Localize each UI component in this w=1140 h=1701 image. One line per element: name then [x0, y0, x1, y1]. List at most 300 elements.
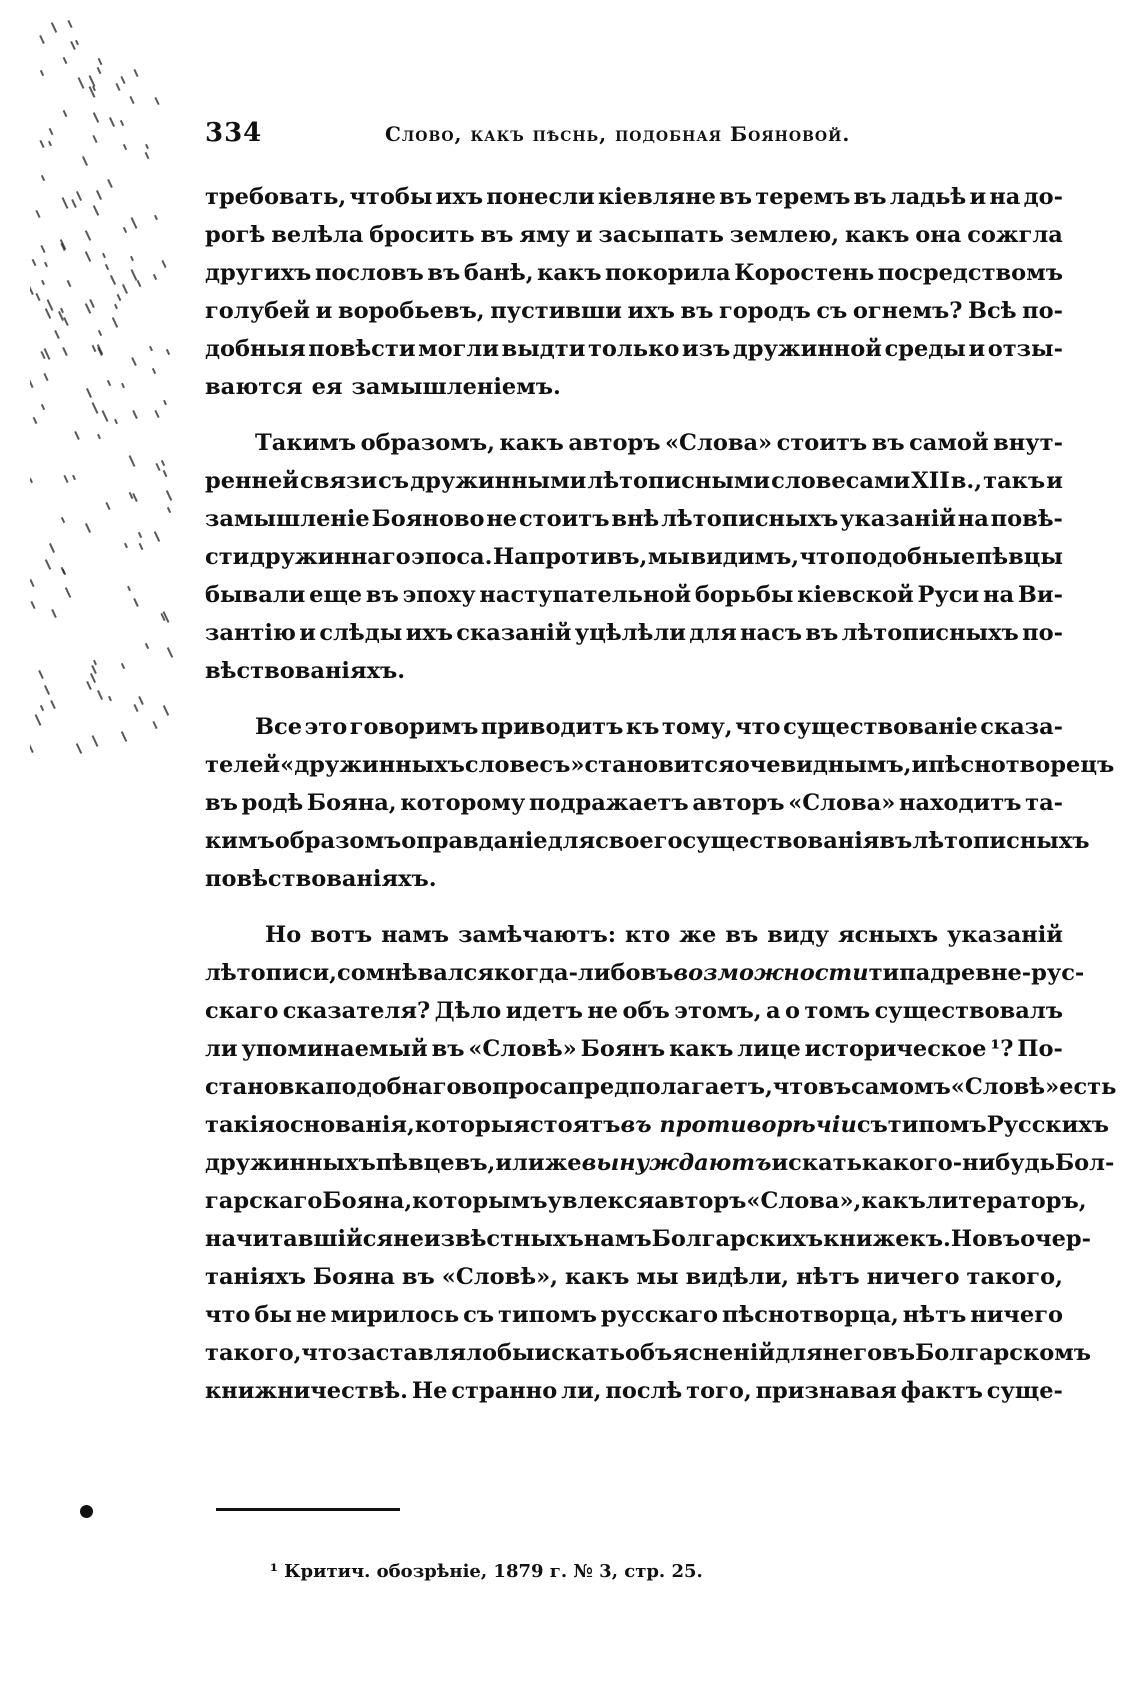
- word: сказателя?: [282, 998, 431, 1024]
- word: въ: [805, 620, 839, 646]
- word: мирилось: [330, 1302, 460, 1328]
- scan-speck: [167, 507, 171, 513]
- word: упоминаемый: [241, 1036, 428, 1062]
- scan-speck: [123, 144, 127, 150]
- word: наступательной: [479, 582, 692, 608]
- scan-speck: [138, 532, 142, 538]
- word: же: [544, 1150, 582, 1176]
- word: основанія,: [274, 1112, 415, 1138]
- word: самой: [909, 430, 989, 456]
- word: воробьевъ,: [337, 298, 485, 324]
- running-title: Слово, какъ пѣснь, подобная Бояновой.: [385, 122, 851, 146]
- scan-speck: [89, 299, 95, 308]
- word: которыя: [414, 1112, 530, 1138]
- word: городъ: [718, 298, 811, 324]
- word: въ: [725, 922, 759, 948]
- word: ихъ: [627, 298, 675, 324]
- word: требовать,: [205, 184, 347, 210]
- word: лѣтописныхъ: [661, 506, 839, 532]
- word: яму: [519, 222, 570, 248]
- scan-speck: [92, 135, 97, 143]
- scan-speck: [76, 191, 82, 201]
- word: среды: [884, 336, 966, 362]
- word: заставляло: [346, 1340, 497, 1366]
- word: и: [968, 336, 986, 362]
- scan-speck: [74, 431, 80, 440]
- word: на: [989, 184, 1021, 210]
- text-line: [205, 784, 1063, 822]
- word: ли: [205, 1036, 238, 1062]
- word: для: [689, 620, 737, 646]
- scan-speck: [33, 417, 38, 424]
- word: другихъ: [205, 260, 312, 286]
- word: намъ: [381, 922, 450, 948]
- word: лѣтописныхъ: [841, 620, 1019, 646]
- word: внѣ: [611, 506, 660, 532]
- word: какого-нибудь: [861, 1150, 1055, 1176]
- text-line: [205, 954, 1085, 992]
- word: «Словѣ»: [468, 1036, 577, 1062]
- scan-speck: [149, 346, 153, 351]
- scan-speck: [120, 120, 124, 126]
- paragraph: [205, 916, 1117, 1410]
- word: По-: [1017, 1036, 1063, 1062]
- scan-speck: [152, 368, 156, 374]
- word: кіевляне: [597, 184, 716, 210]
- scan-speck: [39, 35, 45, 44]
- word: кіевской: [797, 582, 914, 608]
- scan-speck: [93, 112, 99, 123]
- word: объясненій: [624, 1340, 776, 1366]
- scan-speck: [166, 349, 170, 355]
- scan-speck: [107, 179, 113, 188]
- word: въ: [879, 828, 913, 854]
- scan-speck: [47, 299, 54, 311]
- word: словесъ»: [464, 752, 585, 778]
- word: признавая: [755, 1378, 897, 1404]
- scan-speck: [40, 705, 44, 711]
- scan-speck: [132, 410, 138, 419]
- word: тому,: [661, 714, 733, 740]
- word: бы: [254, 1302, 292, 1328]
- word: начитавшійся: [205, 1226, 394, 1252]
- word: повѣсти: [308, 336, 416, 362]
- scan-speck: [154, 531, 160, 542]
- word: сомнѣвался: [337, 960, 494, 986]
- scan-speck: [32, 259, 37, 266]
- word: не: [486, 506, 518, 532]
- text-line: [205, 538, 1063, 576]
- word: по-: [1022, 298, 1063, 324]
- text-line: [205, 1296, 1063, 1334]
- scan-speck: [133, 704, 138, 712]
- scan-speck: [49, 128, 54, 135]
- word: въ: [818, 1074, 852, 1100]
- paragraph-gap: [205, 898, 1063, 916]
- word: замышленіемъ.: [351, 374, 561, 400]
- word: авторъ: [692, 790, 785, 816]
- word: ¹?: [990, 1036, 1014, 1062]
- page-number: 334: [205, 118, 263, 148]
- word: что: [205, 1302, 251, 1328]
- word: увлекся: [547, 1188, 655, 1214]
- word: которымъ: [412, 1188, 548, 1214]
- scan-speck: [120, 76, 125, 84]
- text-line: [205, 462, 1063, 500]
- scan-speck: [108, 696, 112, 701]
- scan-speck: [121, 663, 125, 669]
- word: какъ: [861, 1188, 926, 1214]
- word: типомъ: [887, 1112, 987, 1138]
- word: вопроса: [461, 1074, 568, 1100]
- word: слѣды: [319, 620, 403, 646]
- word: ваются: [205, 374, 303, 400]
- word: него: [822, 1340, 883, 1366]
- word: пословъ: [314, 260, 424, 286]
- word: самомъ: [851, 1074, 951, 1100]
- scan-speck: [98, 58, 103, 65]
- scan-speck: [92, 402, 99, 414]
- scan-speck: [82, 156, 88, 166]
- text-line: [205, 1182, 1087, 1220]
- scan-speck: [153, 274, 157, 280]
- word: лѣтописи,: [205, 960, 338, 986]
- word: въ: [871, 430, 905, 456]
- text-line: [205, 614, 1063, 652]
- word: искать: [534, 1340, 625, 1366]
- word: велѣла: [271, 222, 364, 248]
- word: бывали: [205, 582, 306, 608]
- word: дружинными: [410, 468, 587, 494]
- word: Такимъ: [255, 430, 357, 456]
- word: гарскаго: [205, 1188, 323, 1214]
- word: «Словѣ»: [950, 1074, 1060, 1100]
- text-line: [205, 178, 1063, 216]
- word: своего: [595, 828, 683, 854]
- text-line: [205, 500, 1063, 538]
- scan-speck: [154, 215, 158, 220]
- word: таніяхъ: [205, 1264, 306, 1290]
- scan-speck: [41, 175, 45, 181]
- word: могли: [418, 336, 499, 362]
- word: пѣснотворца,: [722, 1302, 899, 1328]
- scan-speck: [85, 251, 91, 262]
- word: дружиннаго: [249, 544, 411, 570]
- scan-speck: [72, 475, 76, 480]
- scan-speck: [137, 280, 142, 287]
- word: становка: [205, 1074, 326, 1100]
- word: же: [679, 922, 717, 948]
- scan-speck: [167, 647, 173, 658]
- word: книжничествѣ.: [205, 1378, 408, 1404]
- word: внут-: [993, 430, 1063, 456]
- word: ладьѣ: [889, 184, 967, 210]
- word: дружинныхъ: [205, 1150, 376, 1176]
- footnote: ¹ Критич. обозрѣніе, 1879 г. № 3, стр. 25.: [270, 1561, 703, 1582]
- scan-speck: [161, 260, 166, 268]
- word: литераторъ,: [925, 1188, 1087, 1214]
- word: существовалъ: [874, 998, 1063, 1024]
- scan-speck: [50, 700, 56, 709]
- word: голубей: [205, 298, 311, 324]
- text-line: [205, 1144, 1115, 1182]
- word: существованія: [682, 828, 880, 854]
- word: съ: [816, 298, 848, 324]
- scan-speck: [54, 330, 60, 339]
- word: виду: [767, 922, 830, 948]
- scan-speck: [61, 517, 65, 523]
- scan-speck: [112, 317, 118, 328]
- word: Все: [255, 714, 303, 740]
- scan-speck: [110, 275, 116, 285]
- scan-speck: [43, 373, 48, 381]
- word: родѣ: [241, 790, 304, 816]
- word: очер-: [1020, 1226, 1091, 1252]
- scan-speck: [166, 490, 172, 501]
- word: Не: [411, 1378, 448, 1404]
- scan-speck: [86, 681, 92, 690]
- word: такія: [205, 1112, 275, 1138]
- word: сти: [205, 544, 250, 570]
- scan-speck: [48, 141, 52, 146]
- word: стоятъ: [529, 1112, 621, 1138]
- scan-speck: [67, 20, 72, 28]
- word: подобнаго: [325, 1074, 462, 1100]
- scan-speck: [93, 205, 99, 216]
- word: сожгла: [967, 222, 1063, 248]
- word: пѣснотворецъ: [928, 752, 1115, 778]
- word: бы: [496, 1340, 535, 1366]
- scan-speck: [65, 587, 71, 598]
- word: въ: [205, 790, 238, 816]
- scan-speck: [86, 388, 92, 398]
- scan-speck: [131, 269, 138, 281]
- word: чтобы: [349, 184, 433, 210]
- scan-speck: [127, 586, 131, 591]
- word: только: [587, 336, 680, 362]
- word: скаго: [205, 998, 279, 1024]
- word: въ: [427, 260, 461, 286]
- word: и: [1046, 468, 1063, 494]
- word: мы: [636, 1264, 679, 1290]
- word: посредствомъ: [877, 260, 1063, 286]
- text-line: [205, 368, 1063, 406]
- scan-speck: [38, 670, 44, 679]
- word: типа: [868, 960, 931, 986]
- word: повѣствованіяхъ.: [205, 866, 437, 892]
- scan-speck: [163, 705, 169, 716]
- word: Болгарскомъ: [915, 1340, 1092, 1366]
- word: и: [969, 184, 987, 210]
- word: и: [299, 620, 316, 646]
- scan-speck: [123, 227, 127, 233]
- scan-dot: [80, 1505, 93, 1518]
- word: сказа-: [980, 714, 1063, 740]
- paragraph: [205, 708, 1115, 898]
- word: фактъ: [900, 1378, 983, 1404]
- word: есть: [1059, 1074, 1117, 1100]
- scan-speck: [63, 475, 68, 483]
- word: не: [587, 998, 619, 1024]
- word: существованіе: [783, 714, 978, 740]
- word: добныя: [205, 336, 306, 362]
- word: Бол-: [1054, 1150, 1115, 1176]
- word: въ: [480, 222, 514, 248]
- word: ничего: [970, 1302, 1063, 1328]
- text-line: [205, 1068, 1117, 1106]
- scan-speck: [93, 660, 97, 665]
- word: а: [765, 998, 781, 1024]
- scan-speck: [41, 404, 45, 410]
- scan-speck: [139, 543, 144, 550]
- word: Руси: [917, 582, 980, 608]
- word: образомъ: [274, 828, 402, 854]
- word: къ: [625, 714, 660, 740]
- word: понесли: [486, 184, 595, 210]
- word: банѣ,: [463, 260, 534, 286]
- word: которому: [400, 790, 526, 816]
- word: древне-рус-: [930, 960, 1085, 986]
- word: съ: [856, 1112, 888, 1138]
- scan-speck: [145, 152, 150, 159]
- scan-speck: [49, 543, 55, 553]
- word: на: [957, 506, 989, 532]
- scan-speck: [30, 478, 33, 483]
- scan-speck: [92, 735, 99, 747]
- word: дружинной: [732, 336, 882, 362]
- word: мы: [647, 544, 690, 570]
- word: «Слова»: [664, 430, 773, 456]
- scan-speck: [76, 743, 82, 754]
- scan-speck: [133, 598, 139, 607]
- text-line: [205, 1372, 1063, 1410]
- word: изъ: [681, 336, 731, 362]
- word: томъ: [804, 998, 871, 1024]
- word: намъ: [583, 1226, 652, 1252]
- scan-speck: [63, 57, 68, 64]
- scan-speck: [62, 197, 69, 209]
- word: ничего: [866, 1264, 960, 1290]
- word: покорила: [605, 260, 731, 286]
- word: и: [315, 298, 333, 324]
- word: такого,: [205, 1340, 302, 1366]
- word: выдти: [501, 336, 586, 362]
- text-line: [205, 1220, 1091, 1258]
- text-line: [205, 1030, 1063, 1068]
- word: кимъ: [205, 828, 275, 854]
- scan-speck: [45, 559, 51, 570]
- word: отзы-: [987, 336, 1063, 362]
- text-line: [205, 916, 1063, 954]
- text-line: [205, 1258, 1063, 1296]
- word: лице: [737, 1036, 801, 1062]
- scan-speck: [102, 410, 109, 422]
- page-header: [205, 118, 1065, 158]
- word: становится: [584, 752, 735, 778]
- word: эпоху: [402, 582, 476, 608]
- word: авторъ: [568, 430, 661, 456]
- word: Боянъ: [580, 1036, 666, 1062]
- word: что: [301, 1340, 347, 1366]
- scan-speck: [96, 190, 102, 200]
- word: что: [772, 1074, 819, 1100]
- word: Но: [950, 1226, 988, 1252]
- word: возможности: [673, 960, 869, 986]
- word: Ви-: [1017, 582, 1063, 608]
- word: суще-: [986, 1378, 1063, 1404]
- scan-speck: [155, 463, 160, 471]
- word: телей: [205, 752, 281, 778]
- word: этомъ,: [674, 998, 762, 1024]
- scan-speck: [35, 714, 42, 726]
- text-line: [205, 216, 1063, 254]
- word: очевиднымъ,: [734, 752, 912, 778]
- word: на: [983, 582, 1015, 608]
- word: замѣчаютъ:: [458, 922, 617, 948]
- text-line: [205, 292, 1063, 330]
- word: нѣтъ: [796, 1264, 860, 1290]
- text-line: [205, 1334, 1092, 1372]
- scan-speck: [39, 140, 44, 148]
- word: замышленіе: [205, 506, 370, 532]
- scan-speck: [163, 400, 167, 405]
- word: послѣ: [605, 1378, 683, 1404]
- word: въ: [401, 1264, 435, 1290]
- scan-speck: [98, 330, 102, 336]
- word: «Словѣ»,: [441, 1264, 558, 1290]
- scan-speck: [35, 293, 40, 301]
- scan-speck: [44, 685, 50, 695]
- scan-speck: [30, 744, 34, 753]
- word: въ: [431, 1036, 465, 1062]
- word: пѣвцевъ,: [375, 1150, 496, 1176]
- word: приводитъ: [480, 714, 624, 740]
- word: съ: [463, 1302, 495, 1328]
- word: стоитъ: [518, 506, 610, 532]
- word: какъ: [669, 1036, 734, 1062]
- scan-speck: [114, 304, 118, 309]
- scan-speck: [102, 253, 106, 258]
- scan-speck: [51, 609, 57, 618]
- scan-speck: [133, 69, 138, 77]
- scan-speck: [105, 264, 109, 270]
- word: ли,: [561, 1378, 602, 1404]
- text-line: [205, 746, 1115, 784]
- word: «дружинныхъ: [280, 752, 465, 778]
- word: Напротивъ,: [492, 544, 648, 570]
- word: стоитъ: [776, 430, 868, 456]
- text-line: [205, 992, 1063, 1030]
- scan-speck: [145, 144, 149, 149]
- word: какъ: [537, 260, 602, 286]
- word: вѣствованіяхъ.: [205, 658, 406, 684]
- scan-speck: [130, 256, 134, 261]
- word: лѣтописными: [587, 468, 771, 494]
- scan-speck: [63, 317, 69, 326]
- word: говоримъ: [349, 714, 479, 740]
- word: насъ: [740, 620, 803, 646]
- scan-speck: [35, 210, 40, 218]
- scan-speck: [85, 303, 91, 314]
- word: ренней: [205, 468, 299, 494]
- word: по-: [1022, 620, 1063, 646]
- scan-speck: [90, 673, 96, 683]
- word: Дѣло: [434, 998, 502, 1024]
- word: какъ: [565, 1264, 630, 1290]
- scan-speck: [138, 696, 144, 705]
- word: неизвѣстныхъ: [393, 1226, 584, 1252]
- word: книжекъ.: [823, 1226, 951, 1252]
